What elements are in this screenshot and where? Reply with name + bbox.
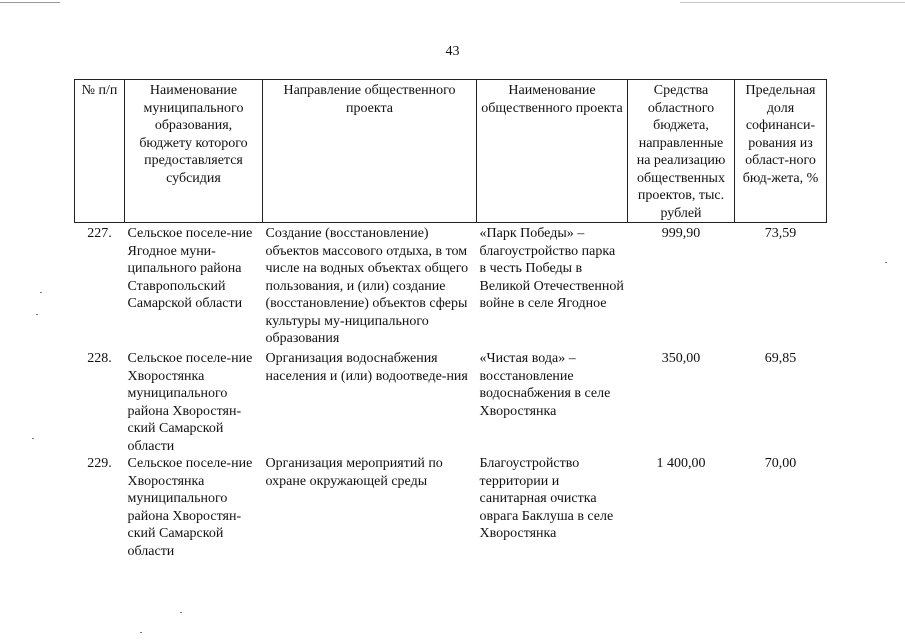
- amount-cell: 999,90: [661, 226, 701, 241]
- amount-cell: 350,00: [661, 351, 701, 366]
- header-number: № п/п: [75, 80, 125, 223]
- share-cell: 70,00: [764, 456, 797, 471]
- header-cofinancing-share: Предельная доля софинанси-рования из област-ного бюд-жета, %: [735, 80, 827, 223]
- direction-cell: Организация водоснабжения населения и (или) водоотведе-ния: [265, 351, 468, 384]
- header-budget-amount: Средства областного бюджета, направленные на реализацию общественных проектов, тыс. рублей: [628, 80, 735, 223]
- scan-edge-line-right: [680, 2, 905, 3]
- scan-speck: [180, 612, 182, 613]
- table-row: [75, 455, 827, 575]
- amount-cell: 1 400,00: [656, 456, 706, 471]
- scan-speck: [885, 262, 887, 263]
- table-header-row: [75, 80, 827, 223]
- municipality-cell: Сельское поселе-ние Ягодное муни-ципального района Ставропольский Самарской области: [127, 226, 253, 311]
- project-cell: «Парк Победы» – благоустройство парка в честь Победы в Великой Отечественной войне в селе Ягодное: [479, 226, 624, 311]
- municipality-cell: Сельское поселе-ние Хворостянка муниципального района Хворостян-ский Самарской области: [127, 351, 253, 454]
- share-cell: 69,85: [764, 351, 797, 366]
- municipality-cell: Сельское поселе-ние Хворостянка муниципального района Хворостян-ский Самарской области: [127, 456, 253, 559]
- row-number: 229.: [87, 456, 112, 471]
- page-number: 43: [445, 44, 460, 59]
- share-cell: 73,59: [764, 226, 797, 241]
- scan-edge-line-left: [0, 2, 60, 3]
- subsidy-table: [74, 79, 827, 575]
- row-number: 228.: [87, 351, 112, 366]
- header-direction: Направление общественного проекта: [263, 80, 477, 223]
- project-cell: «Чистая вода» – восстановление водоснабжения в селе Хворостянка: [479, 351, 611, 419]
- scan-speck: [140, 632, 142, 633]
- scan-speck: [36, 314, 38, 315]
- table-row: [75, 350, 827, 455]
- direction-cell: Создание (восстановление) объектов массового отдыха, в том числе на водных объектах общего пользования, и (или) создание (восстановление) объектов сферы культуры му-ниципального образования: [265, 226, 469, 346]
- scan-speck: [40, 292, 42, 293]
- project-cell: Благоустройство территории и санитарная очистка оврага Баклуша в селе Хворостянка: [479, 456, 614, 541]
- row-number: 227.: [87, 226, 112, 241]
- header-project-name: Наименование общественного проекта: [477, 80, 628, 223]
- header-municipality: Наименование муниципального образования, бюджету которого предоставляется субсидия: [125, 80, 263, 223]
- table-row: [75, 223, 827, 351]
- direction-cell: Организация мероприятий по охране окружающей среды: [265, 456, 443, 489]
- scan-speck: [32, 438, 34, 439]
